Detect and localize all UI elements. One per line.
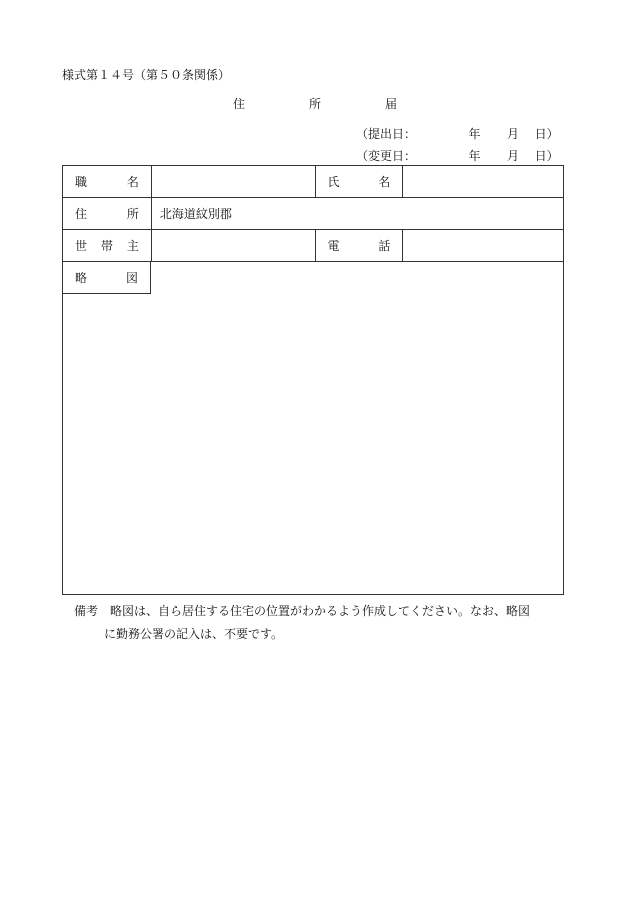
change-date-label: （変更日： — [356, 149, 417, 163]
address-field[interactable]: 北海道紋別郡 — [151, 198, 563, 230]
month-label: 月 — [506, 127, 519, 141]
phone-label: 電 話 — [315, 230, 403, 262]
month-label: 月 — [506, 149, 519, 163]
form-code: 様式第１４号（第５０条関係） — [62, 68, 231, 82]
householder-label: 世 帯 主 — [63, 230, 152, 262]
year-label: 年 — [468, 149, 481, 163]
submit-date-row — [356, 125, 561, 142]
submit-date-label: （提出日： — [356, 127, 417, 141]
year-label: 年 — [468, 127, 481, 141]
name-label: 氏 名 — [315, 166, 403, 198]
sketch-area[interactable] — [62, 261, 564, 595]
day-label: 日） — [534, 149, 559, 163]
phone-field[interactable] — [403, 230, 564, 262]
sketch-label: 略 図 — [62, 261, 151, 294]
change-date-row — [356, 147, 561, 164]
address-label: 住 所 — [63, 198, 152, 230]
householder-field[interactable] — [151, 230, 315, 262]
title-char: 所 — [308, 97, 321, 111]
title-char: 住 — [232, 97, 245, 111]
page-title — [0, 95, 630, 112]
job-title-label: 職 名 — [63, 166, 152, 198]
note-line-2: に勤務公署の記入は、不要です。 — [104, 627, 284, 641]
name-field[interactable] — [403, 166, 564, 198]
form-table — [62, 165, 564, 262]
note-line-1: 備考 略図は、自ら居住する住宅の位置がわかるよう作成してください。なお、略図 — [74, 604, 531, 618]
title-char: 届 — [385, 97, 398, 111]
day-label: 日） — [534, 127, 559, 141]
job-title-field[interactable] — [151, 166, 315, 198]
